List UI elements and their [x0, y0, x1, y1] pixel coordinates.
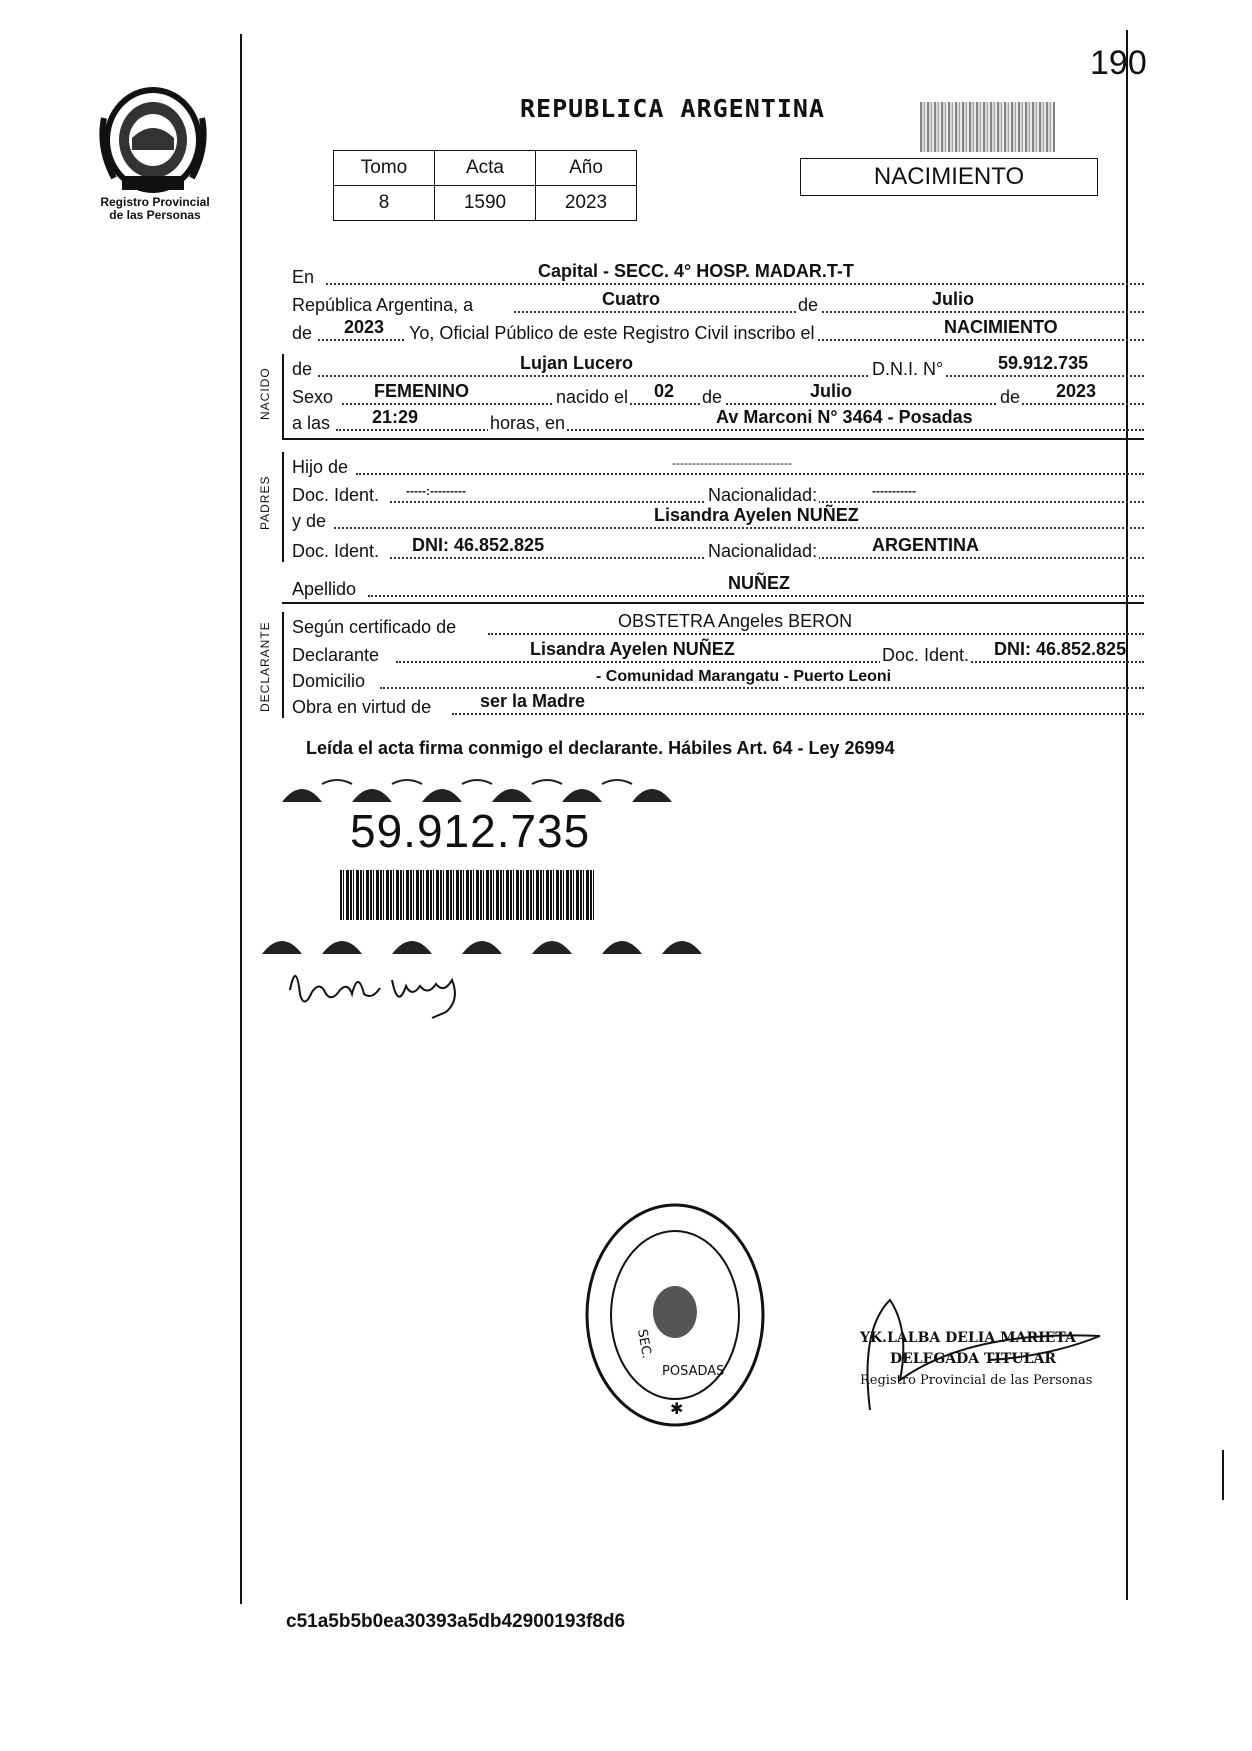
section-label-nacido: NACIDO — [258, 367, 272, 420]
caption-line: Registro Provincial — [100, 195, 210, 209]
label: Sexo — [292, 387, 334, 407]
place-value: Capital - SECC. 4° HOSP. MADAR.T-T — [538, 261, 854, 281]
month-value: Julio — [932, 289, 975, 309]
row-place — [292, 262, 1144, 288]
section-bracket — [282, 452, 284, 562]
row-obra — [292, 692, 1144, 718]
provincial-shield-icon — [92, 78, 214, 196]
label: República Argentina, a — [292, 295, 474, 315]
year-value: 2023 — [344, 317, 385, 337]
table-header: Acta — [435, 151, 536, 186]
label: de — [292, 359, 313, 379]
declarante-name-value: Lisandra Ayelen NUÑEZ — [530, 639, 735, 659]
document-type-box: NACIMIENTO — [800, 158, 1098, 196]
margin-mark — [1222, 1450, 1224, 1500]
table-cell: 2023 — [536, 186, 637, 221]
row-domicilio — [292, 666, 1144, 692]
event-value: NACIMIENTO — [944, 317, 1058, 337]
label: D.N.I. N° — [872, 359, 944, 379]
row-surname — [292, 574, 1144, 600]
declarante-doc-value: DNI: 46.852.825 — [994, 639, 1127, 659]
row-certificate — [292, 612, 1144, 638]
label: Yo, Oficial Público de este Registro Civil inscribo el — [406, 323, 818, 344]
official-name: YK.LALBA DELIA MARIETA — [860, 1330, 1076, 1346]
barcode-icon — [340, 870, 595, 920]
table-cell: 8 — [334, 186, 435, 221]
table-row — [334, 151, 637, 186]
row-mother — [292, 506, 1144, 532]
label: Apellido — [292, 579, 357, 599]
table-cell: 1590 — [435, 186, 536, 221]
label: de — [1000, 387, 1021, 407]
table-header: Tomo — [334, 151, 435, 186]
birth-day-value: 02 — [654, 381, 675, 401]
birth-year-value: 2023 — [1056, 381, 1097, 401]
dni-value: 59.912.735 — [998, 353, 1089, 373]
row-father-doc — [292, 480, 1144, 506]
security-barcode-icon — [920, 102, 1055, 152]
label: Declarante — [292, 645, 380, 665]
father-doc-value: -----:--------- — [406, 484, 466, 498]
father-name-value: ------------------------------ — [672, 456, 792, 470]
birth-place-value: Av Marconi N° 3464 - Posadas — [716, 407, 973, 427]
label: Doc. Ident. — [292, 485, 380, 505]
page-number: 190 — [1090, 44, 1147, 82]
row-time-place — [292, 408, 1144, 434]
official-role: DELEGADA TITULAR — [890, 1351, 1056, 1367]
security-band-icon — [262, 772, 702, 804]
document-hash: c51a5b5b0ea30393a5db42900193f8d6 — [286, 1611, 626, 1632]
official-institution: Registro Provincial de las Personas — [860, 1373, 1093, 1388]
father-nat-value: ----------- — [872, 484, 916, 498]
label: Nacionalidad: — [708, 485, 818, 505]
time-value: 21:29 — [372, 407, 419, 427]
label: Doc. Ident. — [882, 645, 970, 665]
label: Nacionalidad: — [708, 541, 818, 561]
label: En — [292, 267, 315, 287]
label: a las — [292, 413, 331, 433]
left-margin-line — [240, 34, 242, 1604]
surname-value: NUÑEZ — [728, 573, 790, 593]
section-label-padres: PADRES — [258, 475, 272, 530]
label: Doc. Ident. — [292, 541, 380, 561]
day-value: Cuatro — [602, 289, 660, 309]
mother-nat-value: ARGENTINA — [872, 535, 979, 555]
row-father — [292, 452, 1144, 478]
official-seal-icon — [580, 1200, 770, 1430]
row-name — [292, 354, 1144, 380]
official-name-block — [860, 1328, 1092, 1391]
row-year-event — [292, 318, 1144, 344]
label: horas, en — [490, 413, 566, 433]
section-divider — [282, 438, 1144, 440]
signature-icon — [282, 950, 482, 1020]
certificate-value: OBSTETRA Angeles BERON — [618, 611, 853, 631]
registry-caption — [80, 196, 230, 222]
label: y de — [292, 511, 327, 531]
legal-closing-text: Leída el acta firma conmigo el declarante. Hábiles Art. 64 - Ley 26994 — [306, 738, 895, 758]
register-table — [333, 150, 637, 221]
label: de — [702, 387, 723, 407]
dni-large-number: 59.912.735 — [350, 805, 591, 857]
sex-value: FEMENINO — [374, 381, 470, 401]
svg-text:SEC.: SEC. — [634, 1328, 654, 1360]
obra-value: ser la Madre — [480, 691, 586, 711]
table-row — [334, 186, 637, 221]
row-sex-birth — [292, 382, 1144, 408]
document-title: REPUBLICA ARGENTINA — [520, 94, 825, 123]
mother-name-value: Lisandra Ayelen NUÑEZ — [654, 505, 859, 525]
birth-month-value: Julio — [810, 381, 853, 401]
child-name-value: Lujan Lucero — [520, 353, 634, 373]
label: nacido el — [556, 387, 629, 407]
svg-text:POSADAS: POSADAS — [662, 1364, 725, 1379]
mother-doc-value: DNI: 46.852.825 — [412, 535, 545, 555]
domicilio-value: - Comunidad Marangatu - Puerto Leoni — [596, 668, 892, 685]
row-date — [292, 290, 1144, 316]
section-bracket — [282, 612, 284, 718]
label: Según certificado de — [292, 617, 457, 637]
label: Hijo de — [292, 457, 349, 477]
label: Domicilio — [292, 671, 366, 691]
caption-line: de las Personas — [109, 208, 201, 222]
label: Obra en virtud de — [292, 697, 432, 717]
svg-text:✱: ✱ — [670, 1399, 684, 1418]
label: de — [292, 323, 313, 343]
label: de — [798, 295, 819, 315]
row-mother-doc — [292, 536, 1144, 562]
row-declarante — [292, 640, 1144, 666]
section-label-declarante: DECLARANTE — [258, 621, 272, 712]
section-bracket — [282, 354, 284, 438]
table-header: Año — [536, 151, 637, 186]
section-divider — [282, 602, 1144, 604]
